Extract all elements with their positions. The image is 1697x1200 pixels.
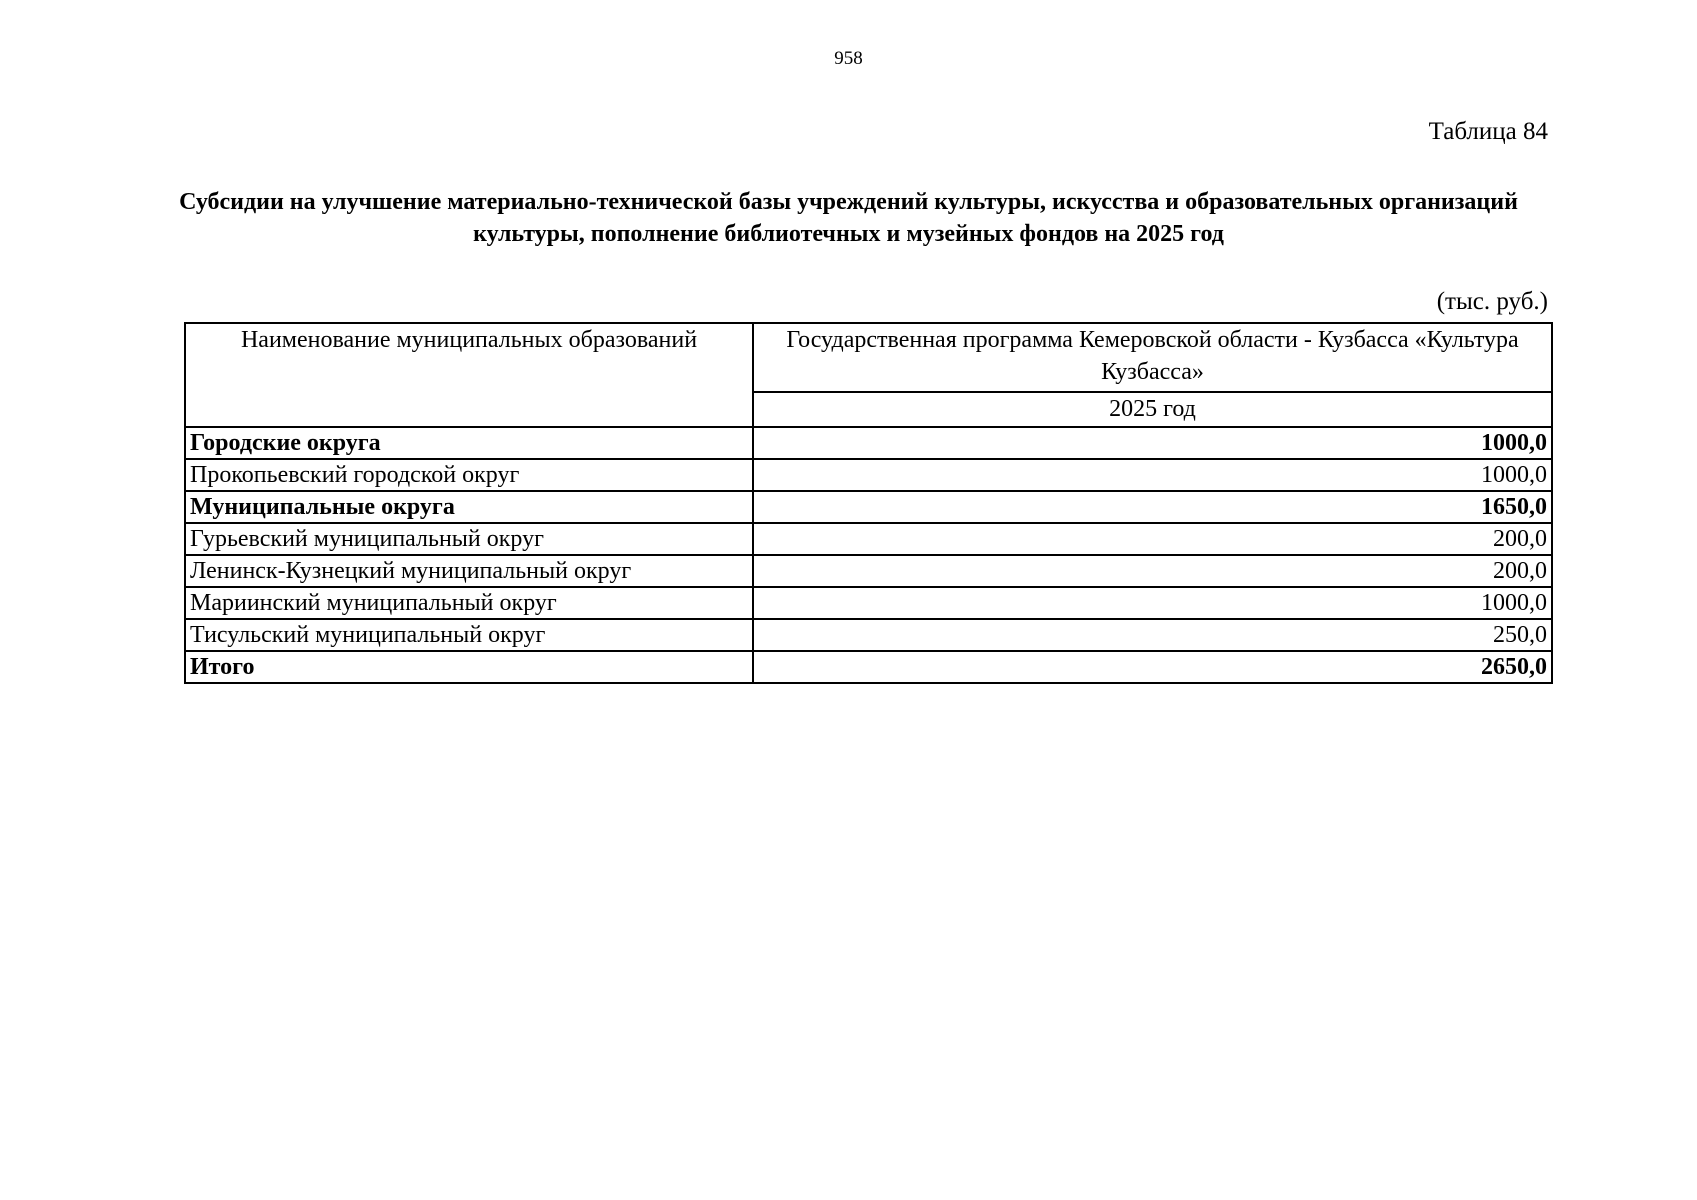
column-header-name: Наименование муниципальных образований [185, 323, 753, 427]
page-title: Субсидии на улучшение материально-технической базы учреждений культуры, искусства и образовательных организаций культуры, пополнение библиотечных и музейных фондов на 2025 год [179, 189, 1518, 247]
row-name: Ленинск-Кузнецкий муниципальный округ [185, 555, 753, 587]
row-name: Гурьевский муниципальный округ [185, 523, 753, 555]
row-value: 2650,0 [753, 651, 1552, 683]
table-row [185, 459, 1552, 491]
row-value: 1000,0 [753, 427, 1552, 459]
row-name: Тисульский муниципальный округ [185, 619, 753, 651]
table-label: Таблица 84 [1428, 118, 1548, 145]
row-value: 1650,0 [753, 491, 1552, 523]
table-row [185, 619, 1552, 651]
row-value: 1000,0 [753, 459, 1552, 491]
table-row [185, 587, 1552, 619]
table-row [185, 523, 1552, 555]
column-header-program: Государственная программа Кемеровской области - Кузбасса «Культура Кузбасса» [753, 323, 1552, 392]
subsidy-table [184, 322, 1553, 684]
units-label: (тыс. руб.) [1436, 288, 1548, 315]
row-value: 1000,0 [753, 587, 1552, 619]
table-row [185, 491, 1552, 523]
table-row [185, 651, 1552, 683]
page-number: 958 [834, 48, 863, 69]
row-value: 200,0 [753, 555, 1552, 587]
row-name: Городские округа [185, 427, 753, 459]
row-value: 200,0 [753, 523, 1552, 555]
row-name: Итого [185, 651, 753, 683]
table-row [185, 427, 1552, 459]
table-row [185, 555, 1552, 587]
row-name: Муниципальные округа [185, 491, 753, 523]
row-name: Прокопьевский городской округ [185, 459, 753, 491]
column-header-year: 2025 год [753, 392, 1552, 427]
row-value: 250,0 [753, 619, 1552, 651]
row-name: Мариинский муниципальный округ [185, 587, 753, 619]
